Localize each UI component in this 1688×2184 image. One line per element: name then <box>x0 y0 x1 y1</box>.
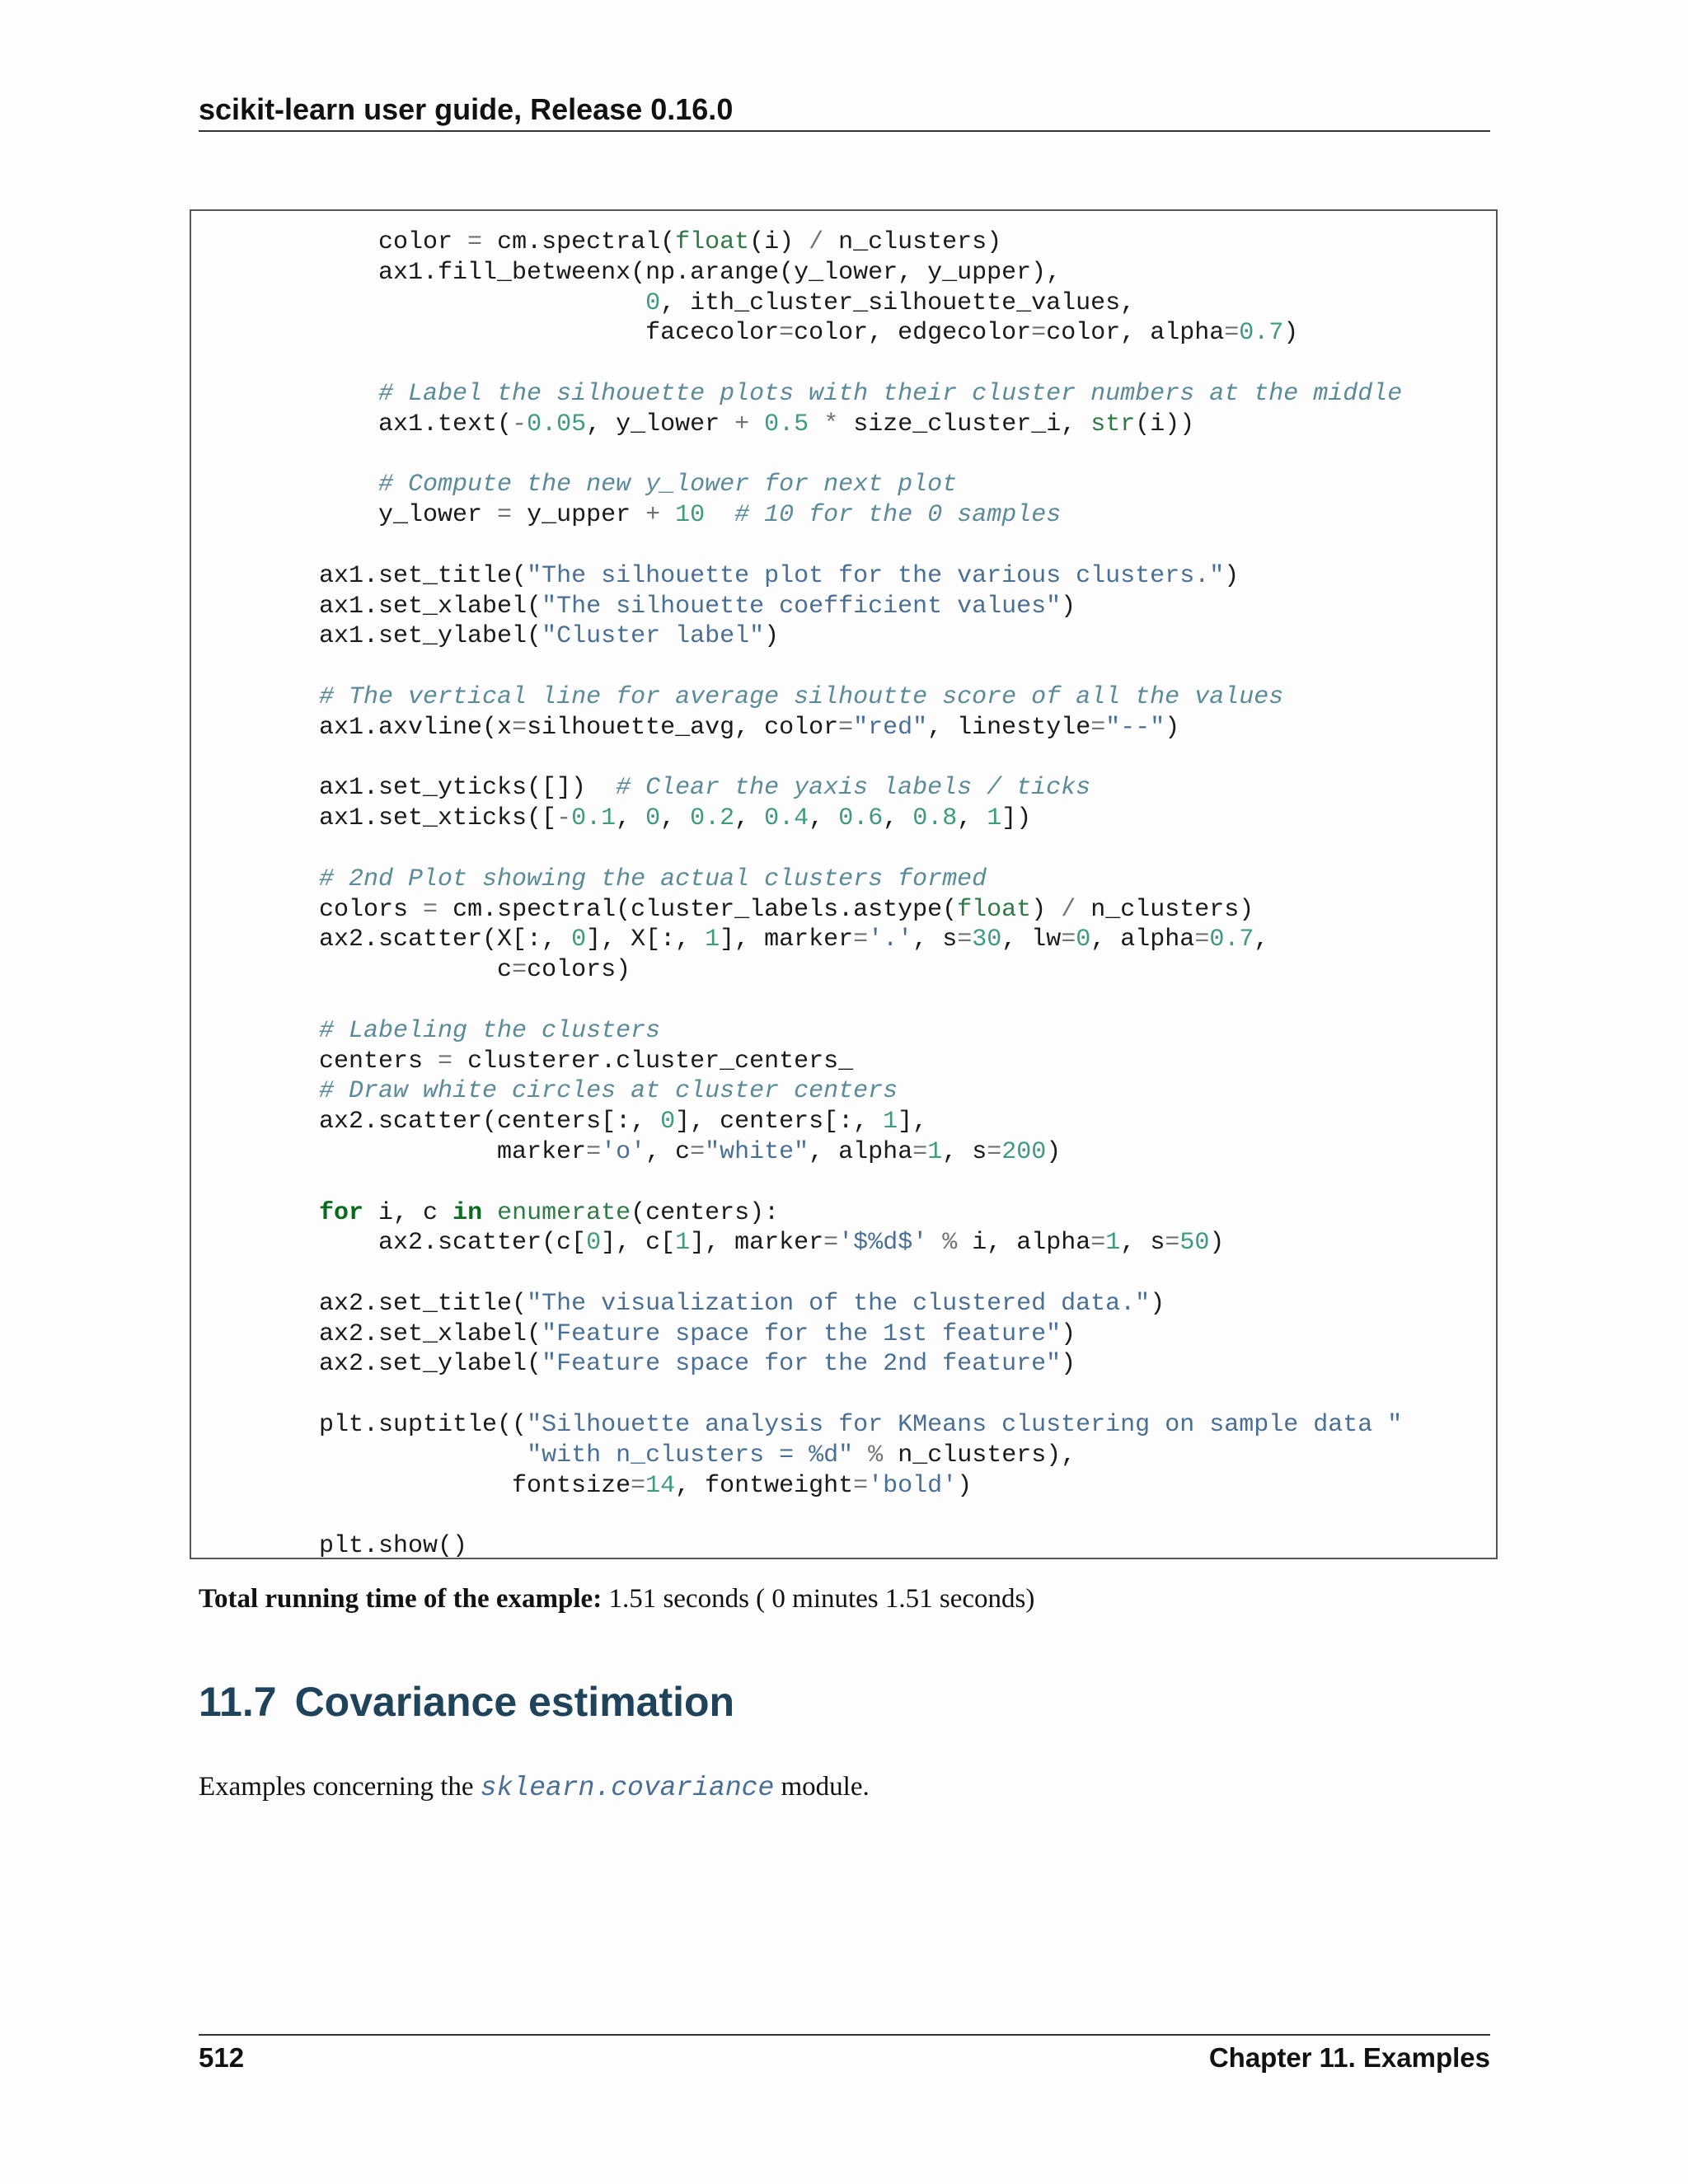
code-line <box>260 1107 1402 1137</box>
code-token: cm.spectral(cluster_labels.astype( <box>438 895 958 924</box>
code-token: = <box>779 319 795 348</box>
code-token: , alpha <box>1090 926 1195 954</box>
running-time-label: Total running time of the example: <box>199 1584 603 1614</box>
section-heading <box>199 1678 734 1726</box>
code-token: % <box>868 1441 884 1469</box>
code-token: ) <box>1031 895 1062 924</box>
code-token: in <box>452 1198 483 1227</box>
code-token: colors <box>260 895 424 924</box>
code-token: float <box>957 895 1032 924</box>
code-token: ax1.set_xticks([ <box>260 804 557 833</box>
code-line <box>260 895 1402 926</box>
code-line <box>260 470 1402 500</box>
code-token: i, alpha <box>957 1229 1091 1258</box>
code-line <box>260 1410 1402 1441</box>
code-token: clusterer.cluster_centers_ <box>452 1047 854 1076</box>
code-line <box>260 1047 1402 1077</box>
code-token: for <box>319 1198 364 1227</box>
code-token: ) <box>1061 1350 1076 1379</box>
code-line <box>260 834 1402 865</box>
code-token: 0.5 <box>764 410 809 438</box>
code-line <box>260 621 1402 652</box>
code-token: = <box>1090 713 1106 742</box>
code-line <box>260 1016 1402 1047</box>
code-token: 0.7 <box>1239 319 1284 348</box>
code-line <box>260 440 1402 471</box>
code-token: % <box>942 1229 958 1258</box>
code-line <box>260 652 1402 682</box>
code-token: $' <box>898 1229 928 1258</box>
running-time <box>199 1584 1034 1615</box>
code-token: , <box>809 804 839 833</box>
code-line <box>260 1380 1402 1410</box>
code-line <box>260 227 1402 258</box>
code-token: ) <box>1283 319 1299 348</box>
code-line <box>260 1258 1402 1289</box>
code-token: %d <box>809 1441 839 1469</box>
code-token: "--" <box>1105 713 1165 742</box>
code-token: 1 <box>675 1229 691 1258</box>
code-token: "Feature space for the 2nd feature" <box>542 1350 1062 1379</box>
code-token <box>927 1229 942 1257</box>
code-token: ) <box>764 622 780 651</box>
code-token: silhouette_avg, color <box>527 713 839 742</box>
code-token <box>260 1077 319 1105</box>
code-token: " <box>838 1441 854 1469</box>
code-token: n_clusters) <box>1076 895 1254 924</box>
code-token: = <box>1031 319 1047 348</box>
code-token: = <box>823 1229 839 1258</box>
code-token: + <box>645 501 661 530</box>
code-token: = <box>912 1137 928 1166</box>
code-line <box>260 804 1402 834</box>
chapter-label: Chapter 11. Examples <box>1208 2042 1490 2073</box>
code-token: y_lower <box>260 501 498 530</box>
code-token: n_clusters) <box>823 228 1002 256</box>
code-token: , y_lower <box>586 410 735 438</box>
code-token <box>482 1199 497 1227</box>
code-token: = <box>1194 926 1210 954</box>
code-token: ax1.set_xlabel( <box>260 592 542 621</box>
code-token: ], marker <box>690 1229 824 1258</box>
code-token: , s <box>1120 1229 1165 1258</box>
code-token: 'o' <box>601 1137 646 1166</box>
code-token: 10 <box>675 501 706 530</box>
code-line <box>260 1441 1402 1471</box>
module-link[interactable]: sklearn.covariance <box>480 1773 775 1803</box>
running-header: scikit-learn user guide, Release 0.16.0 <box>199 92 734 126</box>
code-token: = <box>512 713 528 742</box>
code-token: 1 <box>1105 1229 1121 1258</box>
code-token: , <box>957 804 987 833</box>
code-token: 0.2 <box>690 804 735 833</box>
code-token: 1 <box>987 804 1002 833</box>
code-line <box>260 1228 1402 1258</box>
code-token: ax1.set_yticks([]) <box>260 774 617 803</box>
code-token: 0.05 <box>527 410 587 438</box>
code-token <box>260 1441 527 1469</box>
code-token: = <box>586 1137 602 1166</box>
code-token: ax1.set_ylabel( <box>260 622 542 651</box>
code-token: ], centers[:, <box>675 1108 884 1137</box>
header-rule <box>199 130 1490 132</box>
code-token: , c <box>645 1137 691 1166</box>
code-token <box>260 1017 319 1045</box>
code-token: ], X[:, <box>586 926 706 954</box>
code-token: 14 <box>645 1471 676 1500</box>
code-line <box>260 1137 1402 1168</box>
code-line <box>260 561 1402 592</box>
code-token <box>705 501 734 529</box>
code-token: colors) <box>527 956 631 985</box>
code-token: ]) <box>1001 804 1032 833</box>
code-token: = <box>690 1137 706 1166</box>
code-token: ) <box>1061 1319 1076 1348</box>
code-token: ], c[ <box>601 1229 676 1258</box>
code-token: - <box>556 804 572 833</box>
code-token: 0.7 <box>1209 926 1254 954</box>
code-line <box>260 379 1402 410</box>
code-token: 0 <box>1076 926 1091 954</box>
code-token: %d <box>868 1229 898 1258</box>
code-token: 1 <box>705 926 720 954</box>
code-token: 0.1 <box>571 804 617 833</box>
code-token: - <box>512 410 528 438</box>
code-token: i, c <box>363 1198 453 1227</box>
code-line <box>260 743 1402 774</box>
section-intro <box>199 1772 870 1803</box>
code-token: 0 <box>645 804 661 833</box>
code-token <box>660 501 675 529</box>
code-token: 0 <box>586 1229 602 1258</box>
code-line <box>260 865 1402 895</box>
code-line <box>260 1471 1402 1502</box>
code-line <box>260 1531 1402 1559</box>
code-token: ax1.set_title( <box>260 561 528 590</box>
code-token: ax2.scatter(centers[:, <box>260 1108 661 1137</box>
code-token: , <box>1254 926 1269 954</box>
code-listing <box>260 227 1402 1559</box>
code-token: ax1.fill_betweenx(np.arange(y_lower, y_upper), <box>260 258 1062 287</box>
code-token: ) <box>1209 1229 1225 1258</box>
code-token: ], <box>898 1108 928 1137</box>
code-token: 0.8 <box>912 804 958 833</box>
code-token: str <box>1090 410 1136 438</box>
code-token: (i) <box>749 228 809 256</box>
code-token: ax2.set_ylabel( <box>260 1350 542 1379</box>
code-token: centers <box>260 1047 438 1076</box>
code-token: ax2.set_title( <box>260 1289 528 1318</box>
code-line <box>260 531 1402 561</box>
code-token: # 2nd Plot showing the actual clusters formed <box>319 865 987 893</box>
code-token: "The silhouette coefficient values" <box>542 592 1062 621</box>
code-token: '.' <box>868 926 913 954</box>
code-token: = <box>438 1047 453 1076</box>
code-token: 50 <box>1179 1229 1210 1258</box>
code-token: 30 <box>972 926 1002 954</box>
code-token: = <box>853 1471 869 1500</box>
code-token <box>260 683 319 711</box>
running-time-value: 1.51 seconds ( 0 minutes 1.51 seconds) <box>602 1584 1035 1614</box>
code-token: ax1.text( <box>260 410 513 438</box>
code-token: = <box>987 1137 1002 1166</box>
code-token: ) <box>957 1471 973 1500</box>
code-line <box>260 986 1402 1016</box>
code-token: = <box>467 228 483 256</box>
code-token: 0.6 <box>838 804 884 833</box>
code-token: marker <box>260 1137 587 1166</box>
code-token: # Clear the yaxis labels / ticks <box>616 774 1091 803</box>
code-token: , <box>616 804 646 833</box>
code-token: enumerate <box>497 1198 631 1227</box>
code-token: # Labeling the clusters <box>319 1016 661 1045</box>
code-token: , <box>883 804 913 833</box>
code-token: , alpha <box>809 1137 913 1166</box>
code-token: = <box>512 956 528 985</box>
code-token: = <box>423 895 438 924</box>
code-line <box>260 1501 1402 1531</box>
code-line <box>260 349 1402 379</box>
code-token: , s <box>942 1137 987 1166</box>
code-token: ) <box>1150 1289 1165 1318</box>
code-token: 0 <box>571 926 587 954</box>
code-token: 200 <box>1001 1137 1047 1166</box>
code-block <box>190 209 1498 1559</box>
code-token: '$ <box>838 1229 869 1258</box>
code-token: = <box>1165 1229 1180 1258</box>
code-token: float <box>675 228 750 256</box>
code-token: plt.suptitle(( <box>260 1411 528 1440</box>
code-token: ax2.scatter(c[ <box>260 1229 587 1258</box>
code-token <box>260 1199 319 1227</box>
code-token: "Feature space for the 1st feature" <box>542 1319 1062 1348</box>
code-line <box>260 592 1402 622</box>
section-title: Covariance estimation <box>294 1679 735 1725</box>
code-token: ) <box>1224 561 1240 590</box>
code-token: color <box>260 228 468 256</box>
code-line <box>260 1198 1402 1229</box>
code-line <box>260 1289 1402 1319</box>
code-token <box>749 410 764 438</box>
code-token: c <box>260 956 513 985</box>
code-token <box>260 471 378 499</box>
code-token: y_upper <box>512 501 646 530</box>
code-token: = <box>631 1471 646 1500</box>
code-token: ) <box>1165 713 1180 742</box>
code-token: facecolor <box>260 319 780 348</box>
code-token: / <box>1061 895 1076 924</box>
code-token: , <box>660 804 691 833</box>
code-token: , <box>734 804 765 833</box>
code-line <box>260 1319 1402 1350</box>
code-token: 0 <box>660 1108 676 1137</box>
code-token: "with n_clusters = <box>527 1441 809 1469</box>
code-token: # The vertical line for average silhoutte score of all the values <box>319 682 1284 711</box>
code-token: "The silhouette plot for the various clusters." <box>527 561 1225 590</box>
code-token <box>260 380 378 408</box>
code-token: = <box>853 926 869 954</box>
code-token: color, edgecolor <box>794 319 1032 348</box>
section-number: 11.7 <box>199 1679 277 1725</box>
code-token: ax2.scatter(X[:, <box>260 926 572 954</box>
code-token: "red" <box>853 713 928 742</box>
code-token: "Silhouette analysis for KMeans clustering on sample data " <box>527 1411 1403 1440</box>
code-token: # Draw white circles at cluster centers <box>319 1077 898 1106</box>
code-line <box>260 500 1402 531</box>
code-line <box>260 682 1402 713</box>
code-line <box>260 955 1402 986</box>
code-token: ax2.set_xlabel( <box>260 1319 542 1348</box>
code-token: 1 <box>927 1137 943 1166</box>
code-token: "white" <box>705 1137 809 1166</box>
code-token: fontsize <box>260 1471 631 1500</box>
code-line <box>260 1076 1402 1107</box>
code-token: , s <box>912 926 958 954</box>
code-line <box>260 1168 1402 1198</box>
code-token: * <box>823 410 839 438</box>
code-token: ) <box>1061 592 1076 621</box>
code-token: = <box>1061 926 1076 954</box>
code-token: color, alpha <box>1046 319 1225 348</box>
code-token: ], marker <box>720 926 854 954</box>
code-token: 1 <box>883 1108 898 1137</box>
code-token: 'bold' <box>868 1471 958 1500</box>
code-token: , lw <box>1001 926 1062 954</box>
code-line <box>260 713 1402 743</box>
code-line <box>260 288 1402 319</box>
code-token: / <box>809 228 824 256</box>
code-token <box>809 410 823 438</box>
page-number: 512 <box>199 2042 245 2073</box>
code-token: "The visualization of the clustered data." <box>527 1289 1151 1318</box>
code-token: , fontweight <box>675 1471 854 1500</box>
code-token: = <box>1090 1229 1106 1258</box>
code-token <box>260 289 645 317</box>
code-line <box>260 773 1402 804</box>
code-token: n_clusters), <box>883 1441 1076 1469</box>
code-line <box>260 318 1402 349</box>
code-line <box>260 925 1402 955</box>
code-token: , linestyle <box>927 713 1091 742</box>
code-token: + <box>734 410 750 438</box>
code-token: = <box>838 713 854 742</box>
code-token: "Cluster label" <box>542 622 765 651</box>
code-token <box>260 865 319 893</box>
code-token: # Compute the new y_lower for next plot <box>378 471 958 499</box>
code-token: # 10 for the 0 samples <box>734 501 1062 530</box>
code-line <box>260 258 1402 288</box>
code-line <box>260 410 1402 440</box>
code-token: = <box>1224 319 1240 348</box>
code-token: plt.show() <box>260 1532 468 1559</box>
code-token: 0 <box>645 288 661 317</box>
code-token: # Label the silhouette plots with their cluster numbers at the middle <box>378 379 1403 408</box>
code-token: cm.spectral( <box>482 228 676 256</box>
code-token: = <box>497 501 513 530</box>
footer-rule <box>199 2034 1490 2036</box>
code-token: size_cluster_i, <box>838 410 1091 438</box>
code-token: (centers): <box>631 1198 780 1227</box>
code-token: (i)) <box>1135 410 1195 438</box>
code-token <box>853 1441 868 1469</box>
intro-text-before: Examples concerning the <box>199 1772 481 1802</box>
code-token: ax1.axvline(x <box>260 713 513 742</box>
code-token: , ith_cluster_silhouette_values, <box>660 288 1136 317</box>
code-token: = <box>957 926 973 954</box>
code-token: 0.4 <box>764 804 809 833</box>
code-token: ) <box>1046 1137 1062 1166</box>
code-line <box>260 1349 1402 1380</box>
intro-text-after: module. <box>774 1772 870 1802</box>
